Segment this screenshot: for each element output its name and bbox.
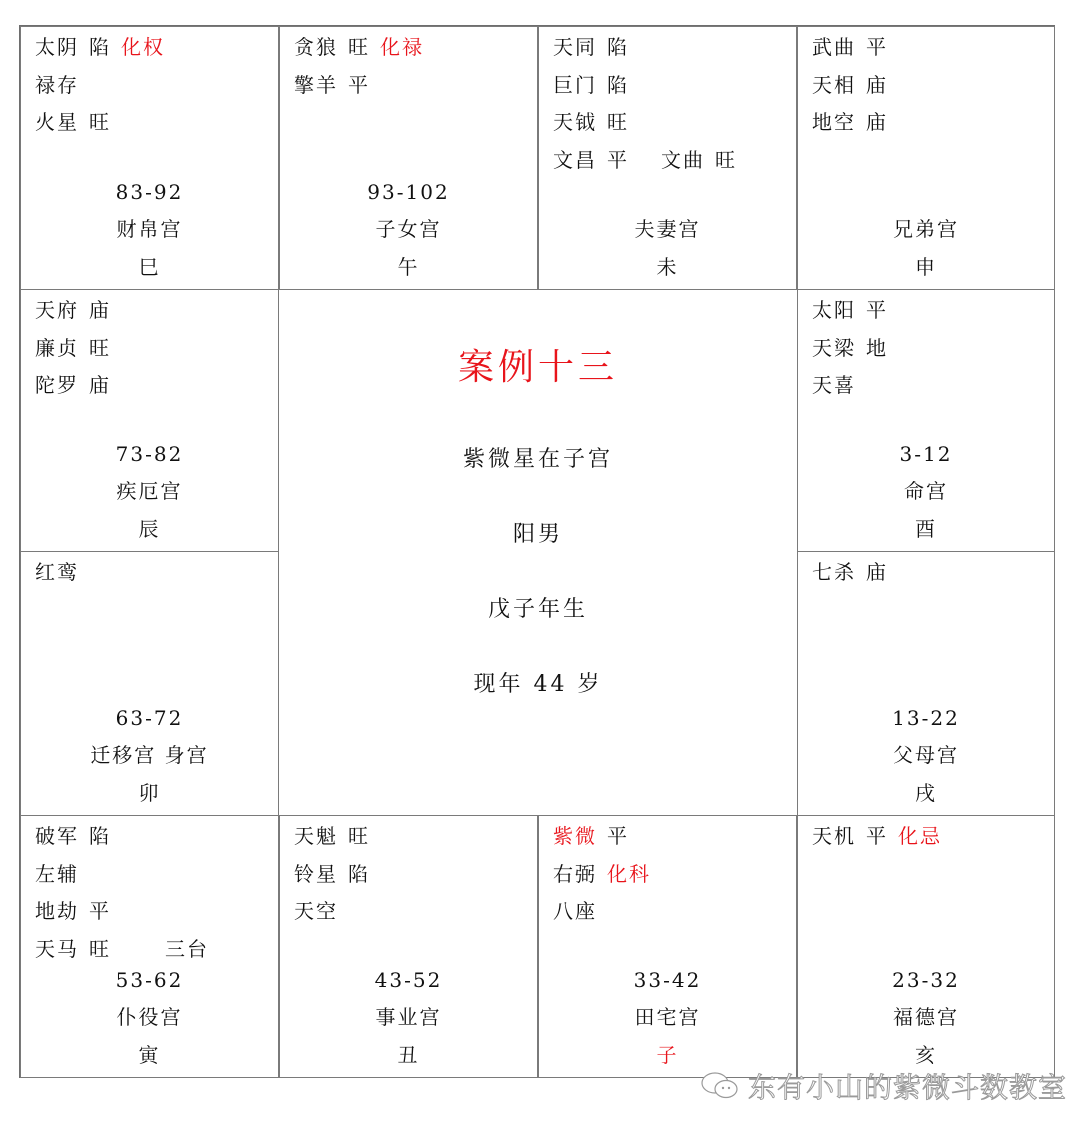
star-text: 庙 — [866, 560, 888, 584]
palace-footer — [798, 703, 1054, 816]
star-text: 地空 — [812, 110, 856, 134]
star-text: 平 — [607, 824, 629, 848]
palace-branch: 戌 — [915, 780, 937, 805]
star-text: 天府 — [35, 298, 79, 322]
palace-zi — [538, 815, 797, 1078]
star-list — [35, 296, 272, 409]
star-list — [294, 33, 531, 108]
star-text: 陀罗 — [35, 373, 79, 397]
star-text: 破军 — [35, 824, 79, 848]
star-line — [553, 108, 790, 146]
palace-branch: 申 — [915, 254, 937, 279]
palace-footer — [280, 177, 537, 290]
palace-name: 兄弟宫 — [893, 217, 959, 241]
palace-you — [797, 289, 1055, 552]
star-list — [812, 558, 1048, 596]
palace-hai — [797, 815, 1055, 1078]
star-text: 三台 — [121, 936, 209, 961]
star-highlight: 化权 — [121, 35, 165, 59]
star-text: 廉贞 — [35, 335, 79, 360]
current-age: 现年 44 岁 — [473, 672, 603, 697]
star-line — [812, 822, 1048, 860]
palace-chou — [279, 815, 538, 1078]
palace-footer — [21, 439, 278, 552]
star-line — [812, 71, 1048, 109]
palace-footer — [539, 965, 796, 1078]
star-list — [553, 822, 790, 935]
palace-name: 财帛宫 — [116, 217, 183, 241]
star-text: 天喜 — [812, 373, 856, 397]
palace-age-range: 83-92 — [115, 179, 184, 204]
star-list — [294, 822, 531, 935]
star-text: 禄存 — [35, 72, 79, 97]
palace-age-range: 93-102 — [367, 179, 450, 204]
star-text: 天相 — [812, 72, 856, 97]
star-list — [812, 296, 1048, 409]
palace-age-range: 53-62 — [115, 967, 184, 992]
wechat-icon — [700, 1070, 740, 1102]
star-highlight: 化禄 — [380, 35, 424, 59]
star-text: 文曲 — [639, 147, 705, 172]
star-line — [812, 558, 1048, 596]
palace-age-range: 33-42 — [633, 967, 702, 992]
palace-branch: 丑 — [397, 1042, 420, 1067]
star-text: 贪狼 — [294, 35, 338, 59]
star-highlight: 化忌 — [898, 824, 942, 848]
palace-branch: 酉 — [915, 516, 937, 541]
star-text: 右弼 — [553, 861, 597, 886]
star-text: 平 — [866, 35, 888, 59]
chart-center-info — [279, 289, 797, 815]
star-text: 庙 — [89, 373, 111, 397]
star-text: 巨门 — [553, 72, 597, 97]
palace-mao — [20, 551, 279, 816]
palace-age-range — [539, 177, 796, 215]
palace-name: 田宅宫 — [634, 1005, 701, 1029]
palace-age-range: 23-32 — [892, 967, 960, 992]
star-text: 旺 — [89, 110, 111, 134]
palace-age-range: 73-82 — [115, 441, 184, 466]
palace-branch: 未 — [656, 254, 679, 279]
star-text: 天钺 — [553, 110, 597, 134]
star-text: 陷 — [607, 72, 629, 97]
palace-yin — [20, 815, 279, 1078]
star-text: 庙 — [89, 298, 111, 322]
star-highlight: 紫微 — [553, 824, 597, 848]
palace-footer — [21, 177, 278, 290]
star-line — [35, 897, 272, 935]
palace-xu — [797, 551, 1055, 816]
star-text: 天马 — [35, 936, 79, 961]
palace-age-range: 13-22 — [892, 705, 960, 730]
star-text: 太阳 — [812, 298, 856, 322]
star-text: 旺 — [89, 335, 111, 360]
star-text: 红鸾 — [35, 560, 79, 584]
star-text: 天机 — [812, 824, 856, 848]
star-list — [35, 822, 272, 972]
star-text: 平 — [866, 824, 888, 848]
star-line — [812, 108, 1048, 146]
star-text: 陷 — [89, 35, 111, 59]
gender-yinyang: 阳男 — [512, 522, 563, 547]
watermark — [700, 1066, 1067, 1106]
star-text: 旺 — [348, 824, 370, 848]
star-text: 平 — [89, 899, 111, 923]
star-line — [35, 296, 272, 334]
star-line — [294, 860, 531, 898]
palace-footer — [798, 965, 1054, 1078]
star-text: 天同 — [553, 35, 597, 59]
palace-footer — [21, 703, 278, 816]
star-text: 天梁 — [812, 335, 856, 360]
star-text: 文昌 — [553, 147, 597, 172]
star-line — [35, 33, 272, 71]
palace-branch: 午 — [397, 254, 420, 279]
star-text: 平 — [348, 72, 370, 97]
star-text: 地劫 — [35, 899, 79, 923]
star-text: 七杀 — [812, 560, 856, 584]
palace-footer — [798, 177, 1054, 290]
star-text: 平 — [866, 298, 888, 322]
palace-branch: 寅 — [138, 1042, 161, 1067]
palace-branch: 亥 — [915, 1042, 937, 1067]
star-text: 擎羊 — [294, 72, 338, 97]
palace-name: 迁移宫 身宫 — [90, 743, 209, 767]
palace-name: 夫妻宫 — [634, 217, 701, 241]
star-text: 左辅 — [35, 861, 79, 886]
ziwei-position: 紫微星在子宫 — [462, 447, 613, 472]
palace-name: 命宫 — [904, 479, 948, 503]
star-text: 地 — [866, 335, 888, 360]
star-line — [35, 371, 272, 409]
star-line — [812, 33, 1048, 71]
case-title: 案例十三 — [457, 347, 618, 388]
palace-age-range: 43-52 — [374, 967, 443, 992]
star-line — [35, 71, 272, 109]
palace-footer — [280, 965, 537, 1078]
star-line — [812, 371, 1048, 409]
star-line — [35, 334, 272, 372]
star-text: 陷 — [607, 35, 629, 59]
palace-name: 疾厄宫 — [116, 479, 183, 503]
star-line — [294, 822, 531, 860]
palace-name: 福德宫 — [893, 1005, 959, 1029]
star-text: 天魁 — [294, 824, 338, 848]
star-text: 旺 — [348, 35, 370, 59]
star-line — [35, 860, 272, 898]
star-line — [294, 33, 531, 71]
star-line — [812, 334, 1048, 372]
palace-age-range: 63-72 — [115, 705, 184, 730]
star-line — [553, 822, 790, 860]
star-highlight: 化科 — [607, 861, 651, 886]
ziwei-chart — [19, 25, 1055, 1078]
star-list — [35, 558, 272, 596]
star-line — [553, 71, 790, 109]
star-text: 铃星 — [294, 861, 338, 886]
star-list — [553, 33, 790, 183]
palace-shen — [797, 26, 1055, 290]
palace-branch: 辰 — [138, 516, 161, 541]
star-list — [812, 822, 1048, 860]
star-line — [294, 897, 531, 935]
star-text: 八座 — [553, 899, 597, 923]
palace-footer — [539, 177, 796, 290]
palace-name: 子女宫 — [375, 217, 442, 241]
star-text: 陷 — [89, 824, 111, 848]
watermark-text: 东有小山的紫微斗数教室 — [748, 1071, 1068, 1104]
palace-chen — [20, 289, 279, 552]
star-line — [294, 71, 531, 109]
palace-branch: 巳 — [138, 254, 161, 279]
star-line — [35, 558, 272, 596]
star-line — [553, 897, 790, 935]
star-text: 旺 — [715, 147, 737, 172]
palace-footer — [798, 439, 1054, 552]
palace-name: 事业宫 — [375, 1005, 442, 1029]
palace-wu — [279, 26, 538, 290]
birth-year: 戊子年生 — [487, 597, 588, 622]
star-text: 陷 — [348, 861, 370, 886]
palace-wei — [538, 26, 797, 290]
palace-branch: 卯 — [138, 780, 161, 805]
palace-footer — [21, 965, 278, 1078]
star-text: 旺 — [89, 936, 111, 961]
palace-branch: 子 — [656, 1042, 679, 1067]
star-list — [35, 33, 272, 146]
star-text: 庙 — [866, 110, 888, 134]
palace-name: 仆役宫 — [116, 1005, 183, 1029]
star-line — [812, 296, 1048, 334]
palace-age-range: 3-12 — [899, 441, 953, 466]
star-text: 武曲 — [812, 35, 856, 59]
palace-si — [20, 26, 279, 290]
star-text: 庙 — [866, 72, 888, 97]
star-text: 平 — [607, 147, 629, 172]
palace-name: 父母宫 — [893, 743, 959, 767]
star-text: 火星 — [35, 110, 79, 134]
star-text: 旺 — [607, 110, 629, 134]
star-text: 天空 — [294, 899, 338, 923]
star-text: 太阴 — [35, 35, 79, 59]
palace-age-range — [798, 177, 1054, 215]
star-line — [553, 33, 790, 71]
star-line — [553, 860, 790, 898]
star-list — [812, 33, 1048, 146]
star-line — [35, 108, 272, 146]
star-line — [35, 822, 272, 860]
